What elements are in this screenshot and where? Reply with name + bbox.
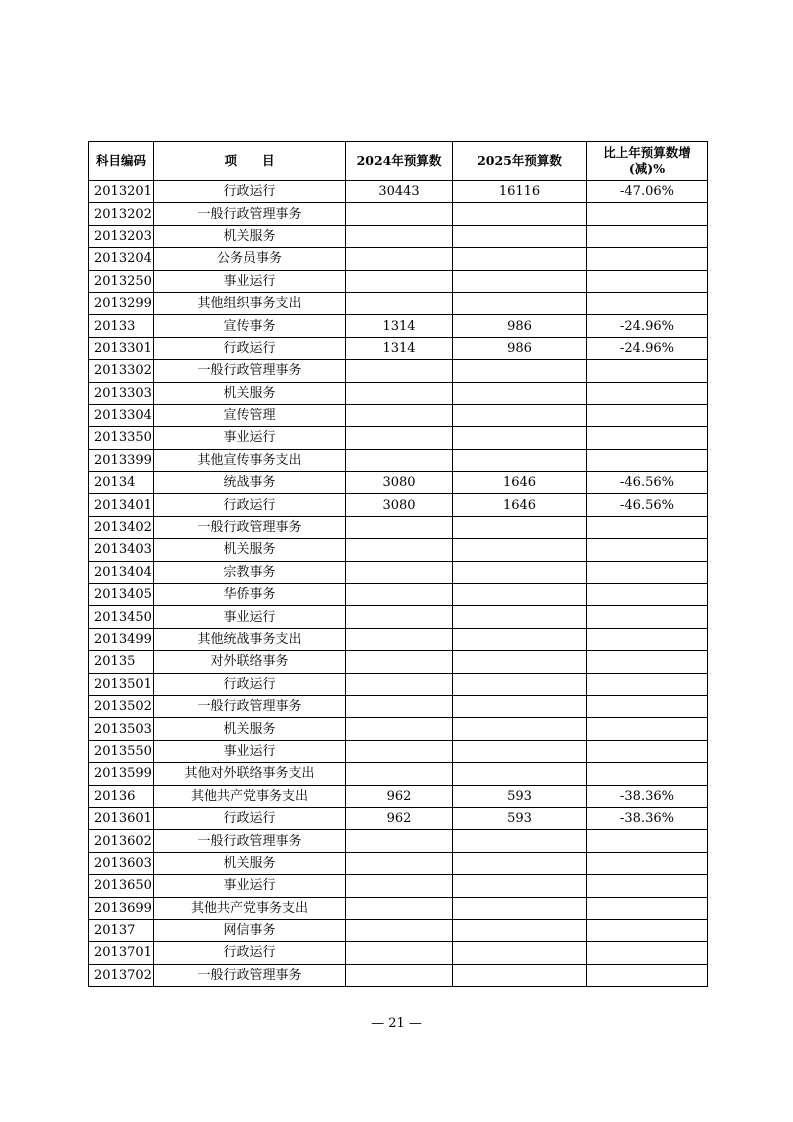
table-row — [89, 315, 708, 337]
cell-budget-2025 — [453, 516, 587, 538]
table-row — [89, 584, 708, 606]
table-row — [89, 181, 708, 203]
cell-code: 2013303 — [89, 382, 154, 404]
cell-budget-2024 — [346, 360, 453, 382]
cell-budget-2025 — [453, 740, 587, 762]
cell-item: 事业运行 — [154, 875, 346, 897]
cell-change — [587, 852, 708, 874]
cell-budget-2024 — [346, 449, 453, 471]
cell-budget-2024: 962 — [346, 785, 453, 807]
cell-budget-2025: 1646 — [453, 472, 587, 494]
cell-change — [587, 382, 708, 404]
cell-budget-2025 — [453, 651, 587, 673]
cell-change — [587, 740, 708, 762]
cell-budget-2024 — [346, 942, 453, 964]
table-row — [89, 695, 708, 717]
cell-budget-2025 — [453, 584, 587, 606]
cell-budget-2025 — [453, 964, 587, 986]
cell-code: 2013404 — [89, 561, 154, 583]
table-row — [89, 225, 708, 247]
cell-item: 机关服务 — [154, 539, 346, 561]
cell-item: 行政运行 — [154, 673, 346, 695]
table-row — [89, 292, 708, 314]
cell-code: 2013350 — [89, 427, 154, 449]
cell-code: 2013699 — [89, 897, 154, 919]
cell-budget-2025 — [453, 427, 587, 449]
cell-code: 2013702 — [89, 964, 154, 986]
table-row — [89, 651, 708, 673]
page-number: — 21 — — [371, 1016, 422, 1031]
cell-code: 2013501 — [89, 673, 154, 695]
cell-change — [587, 919, 708, 941]
table-row — [89, 628, 708, 650]
table-row — [89, 897, 708, 919]
cell-change — [587, 942, 708, 964]
cell-change — [587, 897, 708, 919]
cell-item: 一般行政管理事务 — [154, 964, 346, 986]
cell-budget-2024: 30443 — [346, 181, 453, 203]
cell-item: 一般行政管理事务 — [154, 203, 346, 225]
cell-budget-2025 — [453, 360, 587, 382]
table-row — [89, 360, 708, 382]
cell-change — [587, 360, 708, 382]
table-row — [89, 852, 708, 874]
cell-change — [587, 449, 708, 471]
cell-budget-2024 — [346, 292, 453, 314]
table-row — [89, 673, 708, 695]
cell-change — [587, 651, 708, 673]
table-row — [89, 494, 708, 516]
cell-budget-2025: 593 — [453, 807, 587, 829]
table-row — [89, 561, 708, 583]
cell-change: -47.06% — [587, 181, 708, 203]
cell-code: 2013401 — [89, 494, 154, 516]
cell-change — [587, 248, 708, 270]
cell-code: 2013402 — [89, 516, 154, 538]
cell-budget-2024 — [346, 852, 453, 874]
cell-code: 2013201 — [89, 181, 154, 203]
cell-budget-2025 — [453, 718, 587, 740]
cell-budget-2024 — [346, 248, 453, 270]
cell-code: 2013304 — [89, 404, 154, 426]
cell-change — [587, 203, 708, 225]
header-budget-2024: 2024年预算数 — [346, 142, 453, 181]
cell-item: 机关服务 — [154, 718, 346, 740]
cell-budget-2025 — [453, 404, 587, 426]
cell-change: -46.56% — [587, 494, 708, 516]
cell-code: 2013203 — [89, 225, 154, 247]
table-row — [89, 807, 708, 829]
cell-item: 一般行政管理事务 — [154, 830, 346, 852]
cell-change — [587, 763, 708, 785]
table-body — [89, 181, 708, 987]
cell-item: 机关服务 — [154, 852, 346, 874]
cell-budget-2025: 986 — [453, 337, 587, 359]
cell-item: 其他统战事务支出 — [154, 628, 346, 650]
cell-budget-2025 — [453, 292, 587, 314]
cell-budget-2024 — [346, 404, 453, 426]
cell-item: 行政运行 — [154, 337, 346, 359]
cell-budget-2024 — [346, 270, 453, 292]
cell-item: 事业运行 — [154, 427, 346, 449]
cell-budget-2025 — [453, 270, 587, 292]
cell-budget-2024: 962 — [346, 807, 453, 829]
cell-budget-2024 — [346, 225, 453, 247]
cell-code: 2013599 — [89, 763, 154, 785]
cell-item: 一般行政管理事务 — [154, 695, 346, 717]
cell-budget-2025 — [453, 875, 587, 897]
cell-item: 其他共产党事务支出 — [154, 897, 346, 919]
cell-code: 2013502 — [89, 695, 154, 717]
cell-budget-2024 — [346, 427, 453, 449]
cell-budget-2024 — [346, 763, 453, 785]
cell-code: 2013204 — [89, 248, 154, 270]
cell-change — [587, 830, 708, 852]
table-row — [89, 785, 708, 807]
cell-code: 2013202 — [89, 203, 154, 225]
header-code: 科目编码 — [89, 142, 154, 181]
cell-budget-2024 — [346, 539, 453, 561]
cell-budget-2024 — [346, 830, 453, 852]
cell-budget-2025: 1646 — [453, 494, 587, 516]
cell-change: -24.96% — [587, 315, 708, 337]
cell-change — [587, 427, 708, 449]
cell-budget-2025: 986 — [453, 315, 587, 337]
cell-budget-2025 — [453, 852, 587, 874]
cell-budget-2024 — [346, 382, 453, 404]
cell-budget-2025 — [453, 919, 587, 941]
cell-change — [587, 225, 708, 247]
cell-code: 2013650 — [89, 875, 154, 897]
cell-code: 2013503 — [89, 718, 154, 740]
cell-item: 一般行政管理事务 — [154, 360, 346, 382]
cell-code: 2013405 — [89, 584, 154, 606]
cell-budget-2024 — [346, 673, 453, 695]
cell-change — [587, 606, 708, 628]
header-budget-2025: 2025年预算数 — [453, 142, 587, 181]
cell-item: 其他宣传事务支出 — [154, 449, 346, 471]
cell-change: -24.96% — [587, 337, 708, 359]
cell-item: 宣传管理 — [154, 404, 346, 426]
table-row — [89, 718, 708, 740]
cell-change — [587, 270, 708, 292]
cell-code: 2013302 — [89, 360, 154, 382]
cell-item: 机关服务 — [154, 382, 346, 404]
table-row — [89, 382, 708, 404]
cell-item: 行政运行 — [154, 494, 346, 516]
cell-change — [587, 561, 708, 583]
table-row — [89, 337, 708, 359]
cell-change — [587, 516, 708, 538]
cell-change — [587, 584, 708, 606]
cell-code: 20136 — [89, 785, 154, 807]
table-row — [89, 875, 708, 897]
cell-item: 华侨事务 — [154, 584, 346, 606]
cell-item: 公务员事务 — [154, 248, 346, 270]
cell-budget-2024 — [346, 919, 453, 941]
table-row — [89, 606, 708, 628]
table-row — [89, 919, 708, 941]
cell-budget-2025 — [453, 606, 587, 628]
cell-code: 2013299 — [89, 292, 154, 314]
cell-code: 20133 — [89, 315, 154, 337]
cell-code: 2013499 — [89, 628, 154, 650]
header-row — [89, 142, 708, 181]
cell-budget-2024 — [346, 584, 453, 606]
cell-budget-2024: 3080 — [346, 494, 453, 516]
table-row — [89, 539, 708, 561]
cell-budget-2025 — [453, 248, 587, 270]
table-row — [89, 763, 708, 785]
header-item: 项 目 — [154, 142, 346, 181]
cell-code: 2013399 — [89, 449, 154, 471]
cell-budget-2024 — [346, 606, 453, 628]
cell-budget-2025 — [453, 942, 587, 964]
cell-budget-2024 — [346, 628, 453, 650]
header-change: 比上年预算数增(减)% — [587, 142, 708, 181]
cell-item: 对外联络事务 — [154, 651, 346, 673]
cell-code: 2013603 — [89, 852, 154, 874]
cell-change: -38.36% — [587, 785, 708, 807]
table-row — [89, 404, 708, 426]
cell-item: 行政运行 — [154, 942, 346, 964]
cell-code: 2013403 — [89, 539, 154, 561]
cell-change — [587, 292, 708, 314]
cell-budget-2025 — [453, 628, 587, 650]
table-row — [89, 427, 708, 449]
cell-budget-2024 — [346, 964, 453, 986]
cell-budget-2024 — [346, 203, 453, 225]
table-row — [89, 248, 708, 270]
table-row — [89, 449, 708, 471]
cell-code: 20134 — [89, 472, 154, 494]
cell-budget-2024 — [346, 651, 453, 673]
cell-budget-2025 — [453, 225, 587, 247]
table-row — [89, 942, 708, 964]
cell-budget-2024 — [346, 695, 453, 717]
cell-item: 事业运行 — [154, 606, 346, 628]
cell-budget-2025: 16116 — [453, 181, 587, 203]
cell-item: 一般行政管理事务 — [154, 516, 346, 538]
cell-change: -46.56% — [587, 472, 708, 494]
cell-item: 其他共产党事务支出 — [154, 785, 346, 807]
cell-change — [587, 695, 708, 717]
budget-table — [88, 141, 708, 987]
table-row — [89, 830, 708, 852]
cell-budget-2024 — [346, 740, 453, 762]
cell-budget-2024: 1314 — [346, 315, 453, 337]
cell-item: 其他组织事务支出 — [154, 292, 346, 314]
cell-budget-2025 — [453, 897, 587, 919]
cell-change — [587, 539, 708, 561]
table-row — [89, 740, 708, 762]
cell-change — [587, 964, 708, 986]
cell-budget-2024 — [346, 875, 453, 897]
cell-code: 2013601 — [89, 807, 154, 829]
cell-change — [587, 404, 708, 426]
table-row — [89, 270, 708, 292]
table-header — [89, 142, 708, 181]
cell-code: 20137 — [89, 919, 154, 941]
cell-budget-2025 — [453, 830, 587, 852]
cell-code: 2013701 — [89, 942, 154, 964]
cell-budget-2025 — [453, 203, 587, 225]
cell-item: 事业运行 — [154, 740, 346, 762]
cell-budget-2025 — [453, 382, 587, 404]
cell-code: 20135 — [89, 651, 154, 673]
cell-budget-2025 — [453, 449, 587, 471]
cell-code: 2013250 — [89, 270, 154, 292]
table-row — [89, 203, 708, 225]
cell-budget-2025 — [453, 763, 587, 785]
cell-budget-2025: 593 — [453, 785, 587, 807]
cell-item: 机关服务 — [154, 225, 346, 247]
cell-item: 行政运行 — [154, 181, 346, 203]
cell-change — [587, 673, 708, 695]
cell-budget-2024 — [346, 561, 453, 583]
cell-budget-2024 — [346, 718, 453, 740]
cell-item: 宗教事务 — [154, 561, 346, 583]
cell-budget-2025 — [453, 673, 587, 695]
cell-item: 宣传事务 — [154, 315, 346, 337]
cell-change: -38.36% — [587, 807, 708, 829]
cell-code: 2013550 — [89, 740, 154, 762]
cell-budget-2025 — [453, 539, 587, 561]
cell-item: 行政运行 — [154, 807, 346, 829]
table-row — [89, 472, 708, 494]
cell-item: 统战事务 — [154, 472, 346, 494]
table-row — [89, 516, 708, 538]
cell-budget-2024: 1314 — [346, 337, 453, 359]
cell-item: 网信事务 — [154, 919, 346, 941]
cell-change — [587, 628, 708, 650]
table-row — [89, 964, 708, 986]
cell-budget-2024 — [346, 897, 453, 919]
cell-code: 2013602 — [89, 830, 154, 852]
cell-budget-2024 — [346, 516, 453, 538]
cell-budget-2024: 3080 — [346, 472, 453, 494]
cell-budget-2025 — [453, 695, 587, 717]
cell-change — [587, 875, 708, 897]
cell-code: 2013301 — [89, 337, 154, 359]
cell-item: 事业运行 — [154, 270, 346, 292]
cell-change — [587, 718, 708, 740]
cell-code: 2013450 — [89, 606, 154, 628]
cell-budget-2025 — [453, 561, 587, 583]
cell-item: 其他对外联络事务支出 — [154, 763, 346, 785]
